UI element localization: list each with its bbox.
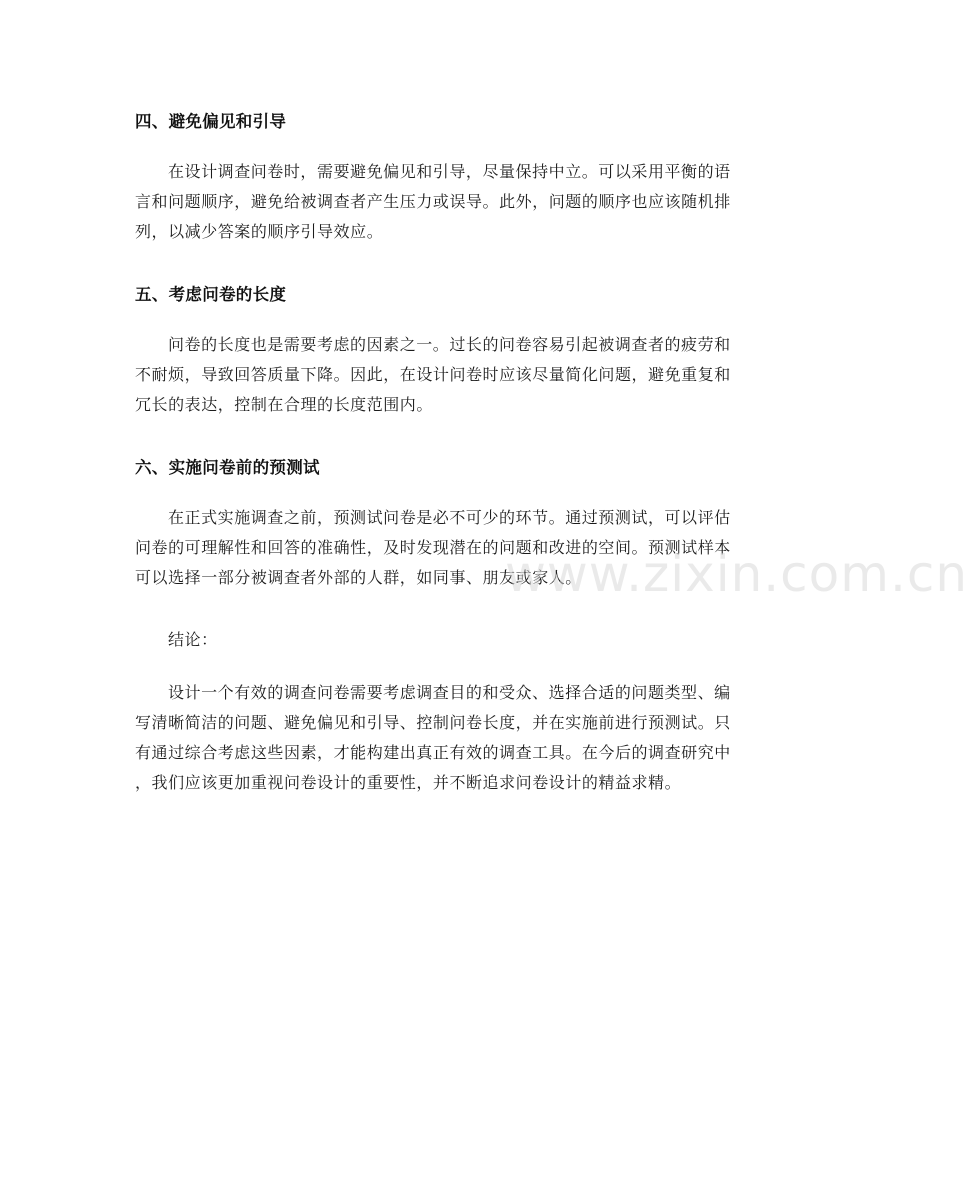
watermark: www.zixin.com.cn — [505, 545, 968, 603]
paragraph-line: ，我们应该更加重视问卷设计的重要性，并不断追求问卷设计的精益求精。 — [135, 773, 682, 792]
paragraph-line: 问卷的可理解性和回答的准确性，及时发现潜在的问题和改进的空间。预测试样本 — [135, 538, 731, 557]
paragraph-line: 在正式实施调查之前，预测试问卷是必不可少的环节。通过预测试，可以评估 — [168, 508, 731, 527]
conclusion-label-block — [135, 625, 787, 655]
paragraph-line: 写清晰简洁的问题、避免偏见和引导、控制问卷长度，并在实施前进行预测试。只 — [135, 713, 731, 732]
section-heading-6: 六、实施问卷前的预测试 — [135, 458, 320, 477]
paragraph-line: 不耐烦，导致回答质量下降。因此，在设计问卷时应该尽量简化问题，避免重复和 — [135, 365, 731, 384]
conclusion-label: 结论： — [168, 630, 218, 649]
paragraph-line: 冗长的表达，控制在合理的长度范围内。 — [135, 395, 433, 414]
paragraph-line: 设计一个有效的调查问卷需要考虑调查目的和受众、选择合适的问题类型、编 — [168, 683, 731, 702]
section-heading-4: 四、避免偏见和引导 — [135, 112, 287, 131]
paragraph-line: 可以选择一部分被调查者外部的人群，如同事、朋友或家人。 — [135, 568, 582, 587]
paragraph-line: 问卷的长度也是需要考虑的因素之一。过长的问卷容易引起被调查者的疲劳和 — [168, 335, 731, 354]
conclusion-paragraph — [135, 678, 787, 798]
section-paragraph-4 — [135, 157, 787, 247]
paragraph-line: 言和问题顺序，避免给被调查者产生压力或误导。此外，问题的顺序也应该随机排 — [135, 192, 731, 211]
paragraph-line: 有通过综合考虑这些因素，才能构建出真正有效的调查工具。在今后的调查研究中 — [135, 743, 731, 762]
paragraph-line: 列，以减少答案的顺序引导效应。 — [135, 222, 384, 241]
paragraph-line: 在设计调查问卷时，需要避免偏见和引导，尽量保持中立。可以采用平衡的语 — [168, 162, 731, 181]
section-paragraph-6 — [135, 503, 787, 593]
section-paragraph-5 — [135, 330, 787, 420]
section-heading-5: 五、考虑问卷的长度 — [135, 285, 287, 304]
